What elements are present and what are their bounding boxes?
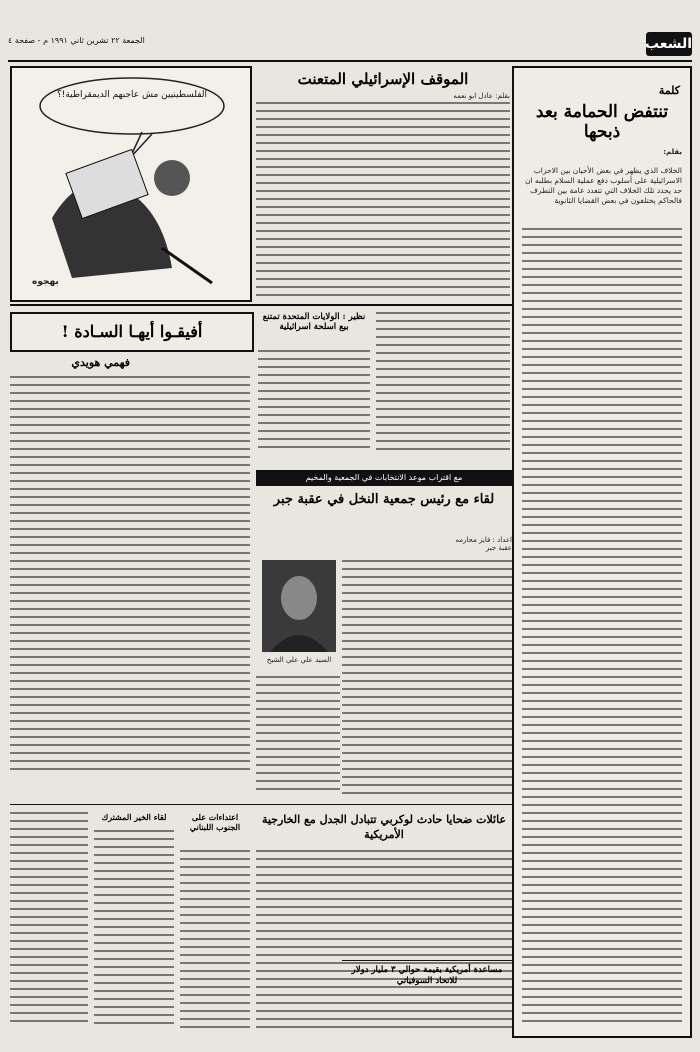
editorial-cartoon [10,66,252,302]
interview-body-left [256,676,340,800]
interview-body-right [342,560,512,800]
interview-location: عقبة جبر [485,544,512,552]
huwaidi-headline-box [10,312,254,352]
us-arms-news-box [258,312,370,346]
interview-author: اعداد : فايز محارمه [455,536,512,544]
top-article-headline-box [256,70,510,100]
huwaidi-author: فهمي هويدي [71,356,130,369]
cartoon-drawing [12,68,250,300]
column-byline: بقلم: [663,148,682,156]
mid-center-body [376,312,510,462]
header-bar [8,32,692,60]
interview-banner: مع اقتراب موعد الانتخابات في الجمعية والمخيم [256,470,512,486]
huwaidi-body [10,376,250,796]
common-good-headline: لقاء الخير المشترك [101,812,167,822]
huwaidi-headline: أفيقـوا أيهـا السـادة ! [61,322,203,341]
common-good-body [94,830,174,1034]
column-body-text [522,228,682,1028]
interview-photo [262,560,336,652]
column-lead: الخلاف الذي يظهر في بعض الأحيان بين الاحزاب الاسرائيلية على أسلوب دفع عملية السلام بطلبه ان حد يحدد تلك الخلاف التي تتعدد عامة بين التطرف فالحاكم يختلفون في بعض القضايا الثانوية [525,166,682,205]
far-left-body [10,812,88,1034]
lower-rule [10,804,512,805]
date-line: الجمعة ٢٢ تشرين ثاني ١٩٩١ م - صفحة ٤ [8,36,145,45]
right-column-box [512,66,692,1038]
cartoon-speech-bubble: الفلسطينيين مش عاجبهم الديمقراطية!؟ [56,90,208,100]
us-arms-body [258,350,370,460]
lockerbie-headline: عائلات ضحايا حادث لوكربي تتبادل الجدل مع الخارجية الأمريكية [261,813,507,841]
lockerbie-body [256,850,512,1034]
us-arms-headline: نظير : الولايات المتحدة تمتنع بيع اسلحة اسرائيلية [262,312,366,332]
section-rule [10,304,512,306]
lebanon-body [180,850,250,1034]
column-kicker: كلمة [658,84,680,97]
portrait-image [262,560,336,652]
interview-headline: لقاء مع رئيس جمعية النخل في عقبة جبر [273,492,495,507]
top-article-byline: بقلم: عادل ابو نعمه [453,92,510,100]
masthead-logo: الشعب [646,32,692,56]
lebanon-headline: اعتداءات على الجنوب اللبناني [189,812,241,832]
column-headline: تنتفض الحمامة بعد ذبحها [535,102,669,142]
top-article-headline: الموقف الإسرائيلي المتعنت [297,70,469,88]
aid-box [342,960,512,1001]
interview-credit [256,536,512,552]
cartoon-signature: بهجوه [32,277,59,287]
header-rule [8,60,692,62]
top-article-body [256,102,510,302]
aid-headline: مساعدة أمريكية بقيمة حوالي ٣ مليار دولار للاتحاد السوفياتي [351,965,503,986]
photo-caption: السيد علي علي الشيخ [266,656,332,664]
